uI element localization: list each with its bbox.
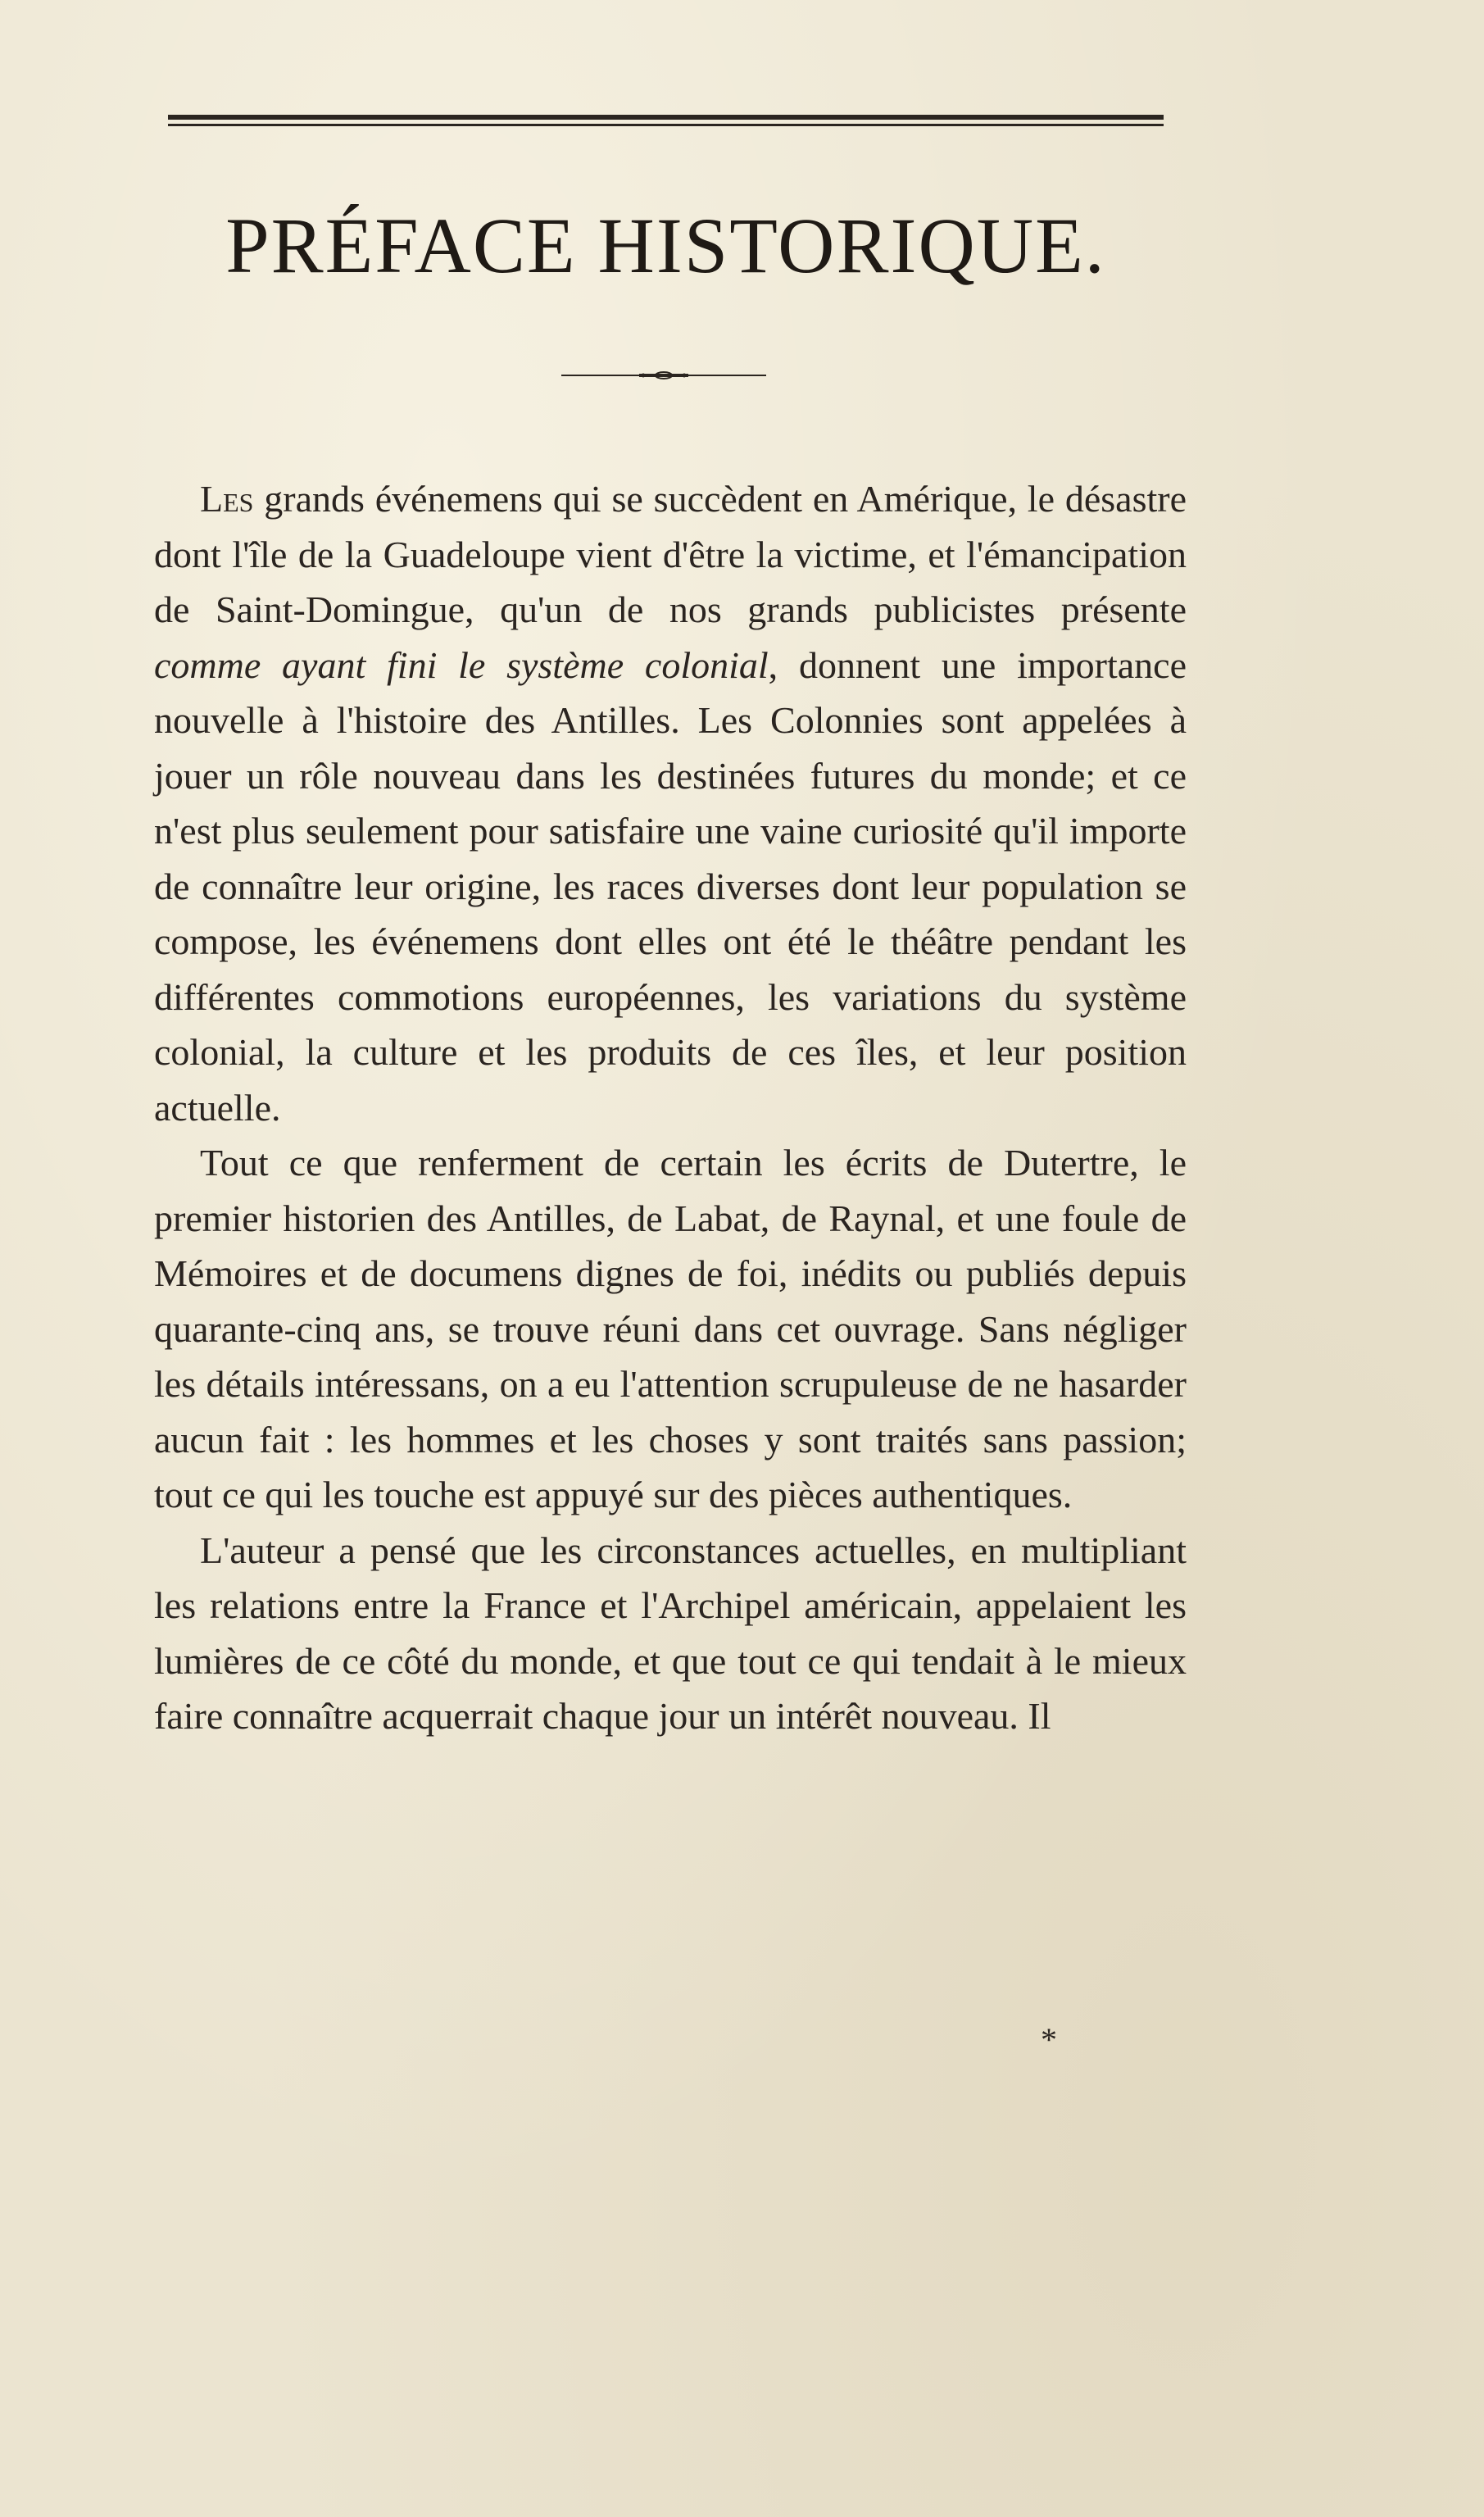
top-rule-thick — [168, 115, 1164, 120]
paragraph-1-text: grands événemens qui se succèdent en Amérique, le désastre dont l'île de la Guadeloupe vient d'être la victime, et l'émancipation de Saint-Domingue, qu'un de nos grands publicistes présente — [154, 478, 1187, 630]
signature-mark: * — [1041, 2021, 1057, 2058]
paragraph-2: Tout ce que renferment de certain les écrits de Dutertre, le premier historien des Antilles, de Labat, de Raynal, et une foule de Mémoires et de documens dignes de foi, inédits ou publiés depuis quarante-cinq ans, se trouve réuni dans cet ouvrage. Sans négliger les détails intéressans, on a eu l'attention scrupuleuse de ne hasarder aucun fait : les hommes et les choses y sont traités sans passion; tout ce qui les touche est appuyé sur des pièces authentiques. — [154, 1142, 1187, 1515]
paragraph-3: L'auteur a pensé que les circonstances actuelles, en multipliant les relations entre la France et l'Archipel américain, appelaient les lumières de ce côté du monde, et que tout ce qui tendait à le mieux faire connaître acquerrait chaque jour un intérêt nouveau. Il — [154, 1529, 1187, 1737]
paragraph-1-lead: Les — [200, 478, 254, 520]
paragraph-1-italic: comme ayant fini le système colonial — [154, 643, 769, 686]
page-title: PRÉFACE HISTORIQUE. — [225, 202, 1106, 289]
body-text — [154, 471, 1187, 1744]
title-ornament — [561, 367, 766, 384]
top-double-rule — [168, 115, 1164, 129]
top-rule-thin — [168, 124, 1164, 126]
paragraph-1 — [154, 471, 1187, 1135]
paragraph-1-text-after: , donnent une importance nouvelle à l'histoire des Antilles. Les Colonnies sont appelées à jouer un rôle nouveau dans les destinées futures du monde; et ce n'est plus seulement pour satisfaire une vaine curiosité qu'il importe de connaître leur origine, les races diverses dont leur population se compose, les événemens dont elles ont été le théâtre pendant les différentes commotions européennes, les variations du système colonial, la culture et les produits de ces îles, et leur position actuelle. — [154, 643, 1187, 1129]
